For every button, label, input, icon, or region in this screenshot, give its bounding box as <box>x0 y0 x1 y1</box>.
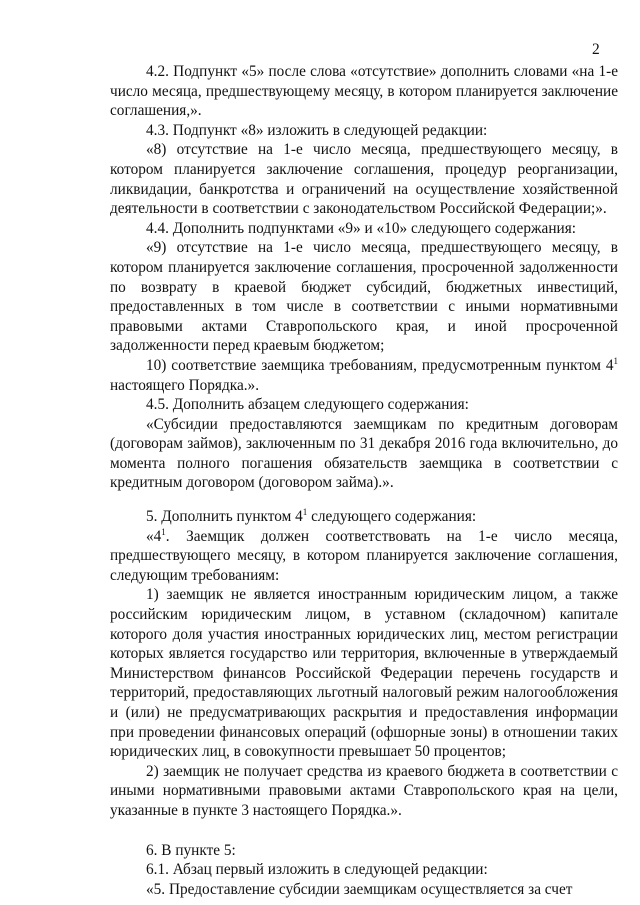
paragraph-text: настоящего Порядка.». <box>110 376 260 394</box>
superscript: 1 <box>302 506 308 517</box>
spacer <box>110 493 618 507</box>
superscript: 1 <box>161 526 166 537</box>
paragraph-4-2: 4.2. Подпункт «5» после слова «отсутствие» дополнить словами «на 1-е число месяца, предшествующему месяцу, в котором планируется заключение соглашения,». <box>110 63 618 120</box>
page-number: 2 <box>592 41 600 58</box>
paragraph-subsidies: «Субсидии предоставляются заемщикам по кредитным договорам (договорам займов), заключенным по 31 декабря 2016 года включительно, до момента полного погашения обязательств заемщика в соответствии с кредитным договором (договором займа).». <box>110 415 618 492</box>
paragraph-6: 6. В пункте 5: <box>146 841 236 859</box>
paragraph-subitem-9: «9) отсутствие на 1-е число месяца, предшествующего месяцу, в котором планируется заключение соглашения, просроченной задолженности по возврату в краевой бюджет субсидий, бюджетных инвестиций, предоставленных в том числе в соответствии с иными нормативными правовыми актами Ставропольского края, и иной просроченной задолженности перед краевым бюджетом; <box>110 239 618 355</box>
spacer <box>110 821 618 841</box>
paragraph-6-1: 6.1. Абзац первый изложить в следующей редакции: <box>146 861 488 879</box>
document-body <box>110 62 618 899</box>
paragraph-text: «4 <box>146 527 162 545</box>
paragraph-requirement-1: 1) заемщик не является иностранным юридическим лицом, а также российским юридическим лицом, в уставном (складочном) капитале которого доля участия иностранных юридических лиц, местом регистрации которых является государство или территория, включенные в утверждаемый Министерством финансов Российской Федерации перечень государств и территорий, предоставляющих льготный налоговый режим налогообложения и (или) не предусматривающих раскрытия и предоставления информации при проведении финансовых операций (офшорные зоны) в отношении таких юридических лиц, в совокупности превышает 50 процентов; <box>110 586 618 761</box>
paragraph-5 <box>110 507 618 527</box>
paragraph-5-new: «5. Предоставление субсидии заемщикам осуществляется за счет <box>146 880 573 898</box>
paragraph-4-3: 4.3. Подпункт «8» изложить в следующей редакции: <box>146 121 488 139</box>
paragraph-text: . Заемщик должен соответствовать на 1-е число месяца, предшествующего месяцу, в котором планируется заключение соглашения, следующим требованиям: <box>110 527 618 584</box>
paragraph-4-5: 4.5. Дополнить абзацем следующего содержания: <box>146 396 469 414</box>
paragraph-4-1 <box>110 527 618 586</box>
superscript: 1 <box>613 355 618 366</box>
paragraph-text: следующего содержания: <box>307 508 477 526</box>
paragraph-requirement-2: 2) заемщик не получает средства из краевого бюджета в соответствии с иными нормативными правовыми актами Ставропольского края на цели, указанные в пункте 3 настоящего Порядка.». <box>110 762 618 819</box>
paragraph-text: 10) соответствие заемщика требованиям, предусмотренным пунктом 4 <box>146 356 614 374</box>
paragraph-subitem-8: «8) отсутствие на 1-е число месяца, предшествующего месяцу, в котором планируется заключение соглашения, процедур реорганизации, ликвидации, банкротства и ограничений на осуществление хозяйственной деятельности в соответствии с законодательством Российской Федерации;». <box>110 141 618 218</box>
paragraph-subitem-10 <box>110 356 618 395</box>
paragraph-4-4: 4.4. Дополнить подпунктами «9» и «10» следующего содержания: <box>146 219 576 237</box>
paragraph-text: 5. Дополнить пунктом 4 <box>146 508 303 526</box>
